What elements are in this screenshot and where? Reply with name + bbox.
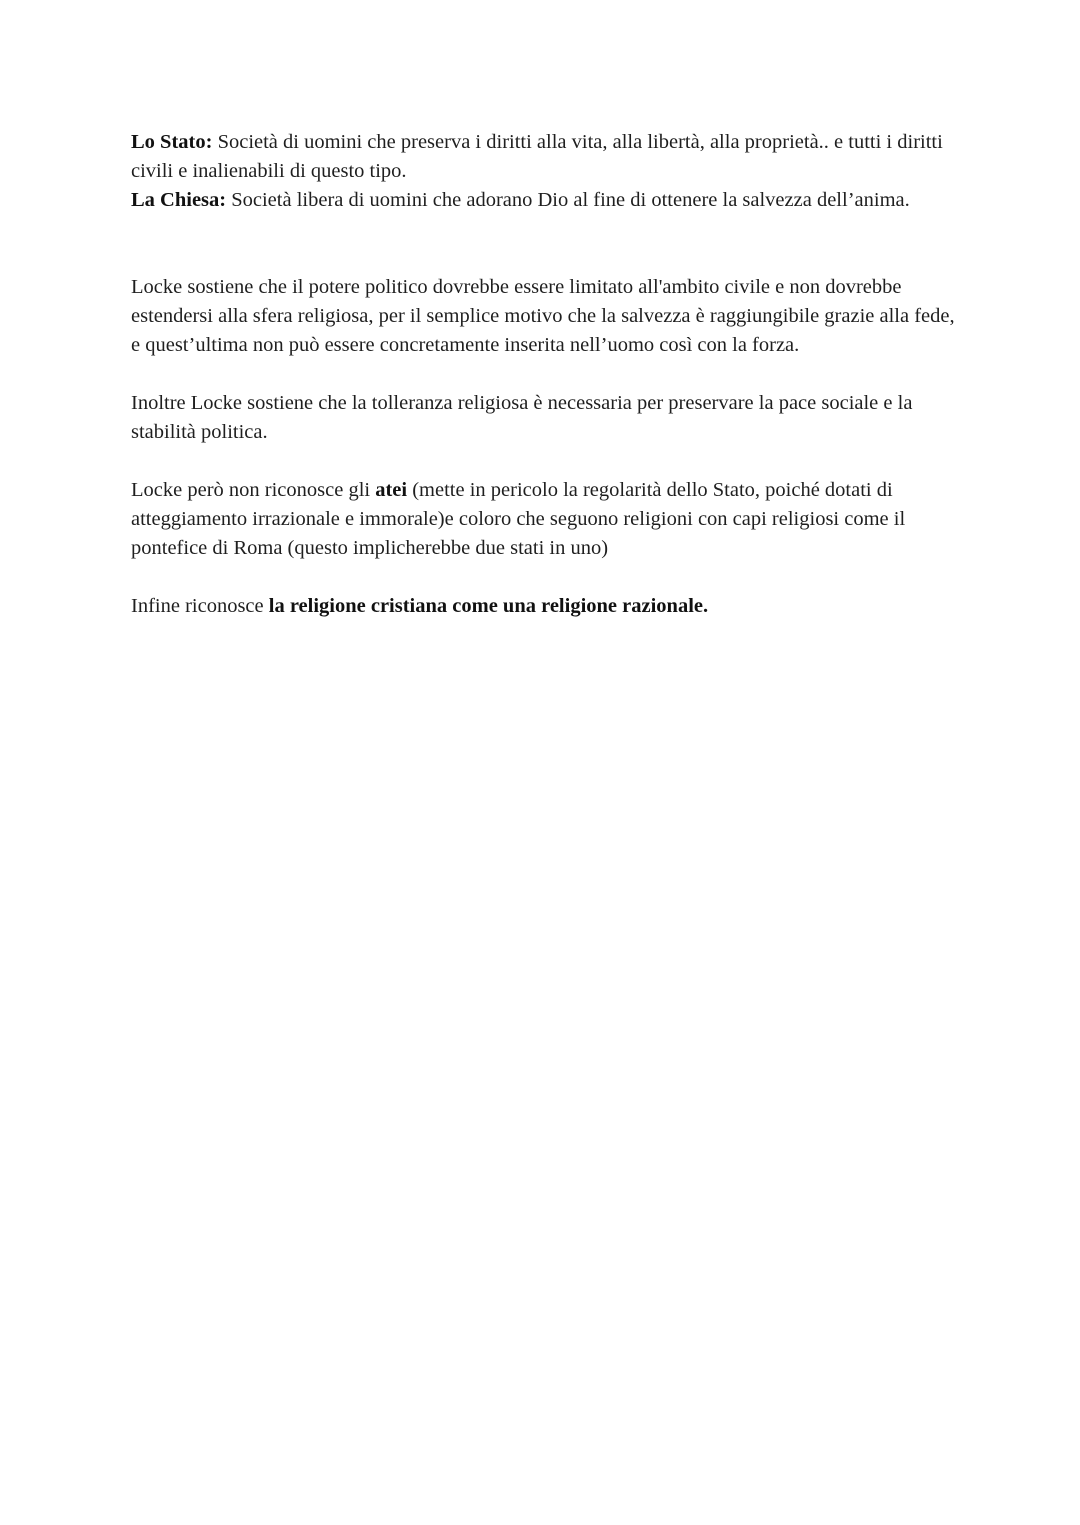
bold-conclusion: la religione cristiana come una religione razionale.	[268, 595, 709, 617]
definition-text: Società libera di uomini che adorano Dio al fine di ottenere la salvezza dell’anima.	[226, 189, 910, 211]
definition-term: La Chiesa:	[131, 189, 227, 211]
definition-chiesa	[131, 186, 961, 215]
definition-stato	[131, 128, 961, 186]
spacer	[131, 447, 961, 476]
text-run: Locke però non riconosce gli	[131, 479, 376, 501]
text-run: (mette in pericolo la regolarità dello Stato, poiché dotati di atteggiamento irrazionale e immorale)e coloro che seguono religioni con capi religiosi come il pontefice di Roma (questo implicherebbe due stati in uno)	[131, 479, 906, 559]
paragraph-atei	[131, 476, 961, 563]
spacer	[131, 215, 961, 273]
text-run: Infine riconosce	[131, 595, 269, 617]
bold-term-atei: atei	[375, 479, 408, 501]
paragraph-religione-razionale	[131, 592, 961, 621]
paragraph-tolleranza: Inoltre Locke sostiene che la tolleranza religiosa è necessaria per preservare la pace sociale e la stabilità politica.	[131, 392, 913, 443]
definition-text: Società di uomini che preserva i diritti alla vita, alla libertà, alla proprietà.. e tutti i diritti civili e inalienabili di questo tipo.	[131, 131, 943, 182]
spacer	[131, 360, 961, 389]
paragraph-potere-politico: Locke sostiene che il potere politico dovrebbe essere limitato all'ambito civile e non dovrebbe estendersi alla sfera religiosa, per il semplice motivo che la salvezza è raggiungibile grazie alla fede, e quest’ultima non può essere concretamente inserita nell’uomo così con la forza.	[131, 276, 955, 356]
document-body	[131, 128, 961, 621]
definition-term: Lo Stato:	[131, 131, 213, 153]
spacer	[131, 563, 961, 592]
